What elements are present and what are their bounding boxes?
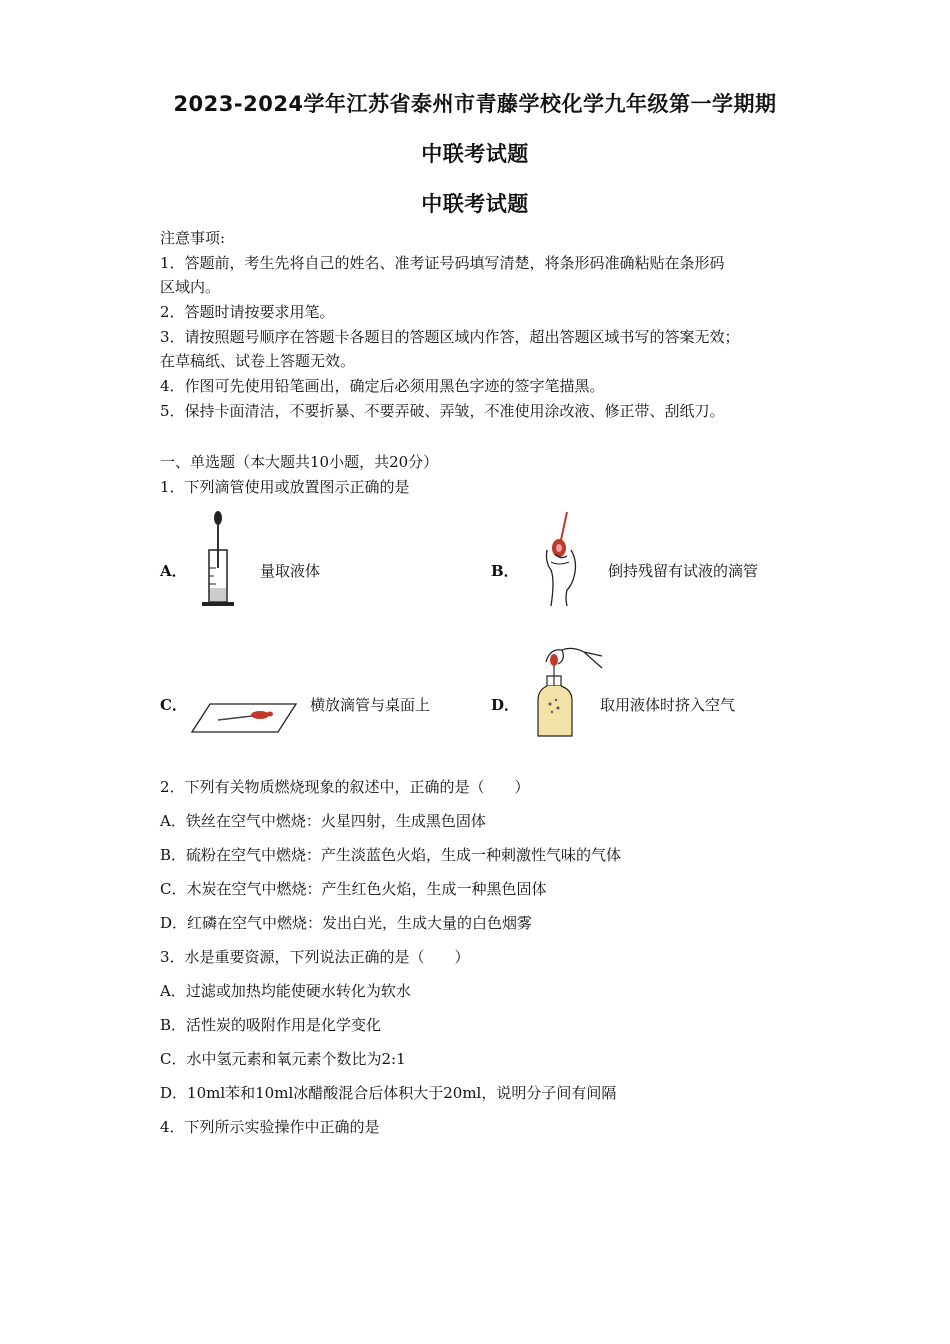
question-1-stem: 1．下列滴管使用或放置图示正确的是	[160, 478, 410, 496]
dropper-in-bottle-icon	[532, 642, 604, 742]
question-3-stem: 3．水是重要资源，下列说法正确的是（ ）	[160, 948, 470, 966]
exam-title-line3: 中联考试题	[421, 192, 529, 216]
notice-item: 5．保持卡面清洁，不要折暴、不要弄破、弄皱，不准使用涂改液、修正带、刮纸刀。	[160, 402, 725, 420]
dropper-on-table-icon	[190, 700, 300, 736]
q2-option: C．木炭在空气中燃烧：产生红色火焰，生成一种黑色固体	[160, 880, 547, 898]
q2-option: B．硫粉在空气中燃烧：产生淡蓝色火焰，生成一种刺激性气味的气体	[160, 846, 622, 864]
q1-option-b-letter: B．	[491, 562, 519, 580]
q1-option-c-letter: C．	[160, 696, 187, 714]
question-2-stem: 2．下列有关物质燃烧现象的叙述中，正确的是（ ）	[160, 778, 530, 796]
q1-option-a-letter: A．	[160, 562, 187, 580]
q1-option-a-caption: 量取液体	[260, 562, 321, 580]
q3-option: C．水中氢元素和氧元素个数比为2:1	[160, 1050, 406, 1068]
notice-item: 3．请按照题号顺序在答题卡各题目的答题区域内作答，超出答题区域书写的答案无效；	[160, 328, 740, 346]
q2-option: A．铁丝在空气中燃烧：火星四射，生成黑色固体	[160, 812, 486, 830]
notice-item: 2．答题时请按要求用笔。	[160, 303, 335, 321]
notice-heading: 注意事项:	[160, 229, 226, 247]
exam-title-line2: 中联考试题	[421, 142, 529, 166]
q3-option: B．活性炭的吸附作用是化学变化	[160, 1016, 382, 1034]
notice-item: 1．答题前，考生先将自己的姓名、准考证号码填写清楚，将条形码准确粘贴在条形码	[160, 254, 725, 272]
question-4-stem: 4．下列所示实验操作中正确的是	[160, 1118, 380, 1136]
q1-option-d-letter: D．	[491, 696, 520, 714]
q3-option: A．过滤或加热均能使硬水转化为软水	[160, 982, 411, 1000]
q1-option-d-caption: 取用液体时挤入空气	[600, 696, 736, 714]
notice-item: 区域内。	[160, 278, 221, 296]
q1-option-b-caption: 倒持残留有试液的滴管	[608, 562, 759, 580]
q2-option: D．红磷在空气中燃烧：发出白光，生成大量的白色烟雾	[160, 914, 533, 932]
inverted-dropper-hand-icon	[537, 510, 587, 608]
notice-item: 在草稿纸、试卷上答题无效。	[160, 352, 356, 370]
graduated-cylinder-dropper-icon	[196, 508, 240, 608]
q3-option: D．10ml苯和10ml冰醋酸混合后体积大于20ml，说明分子间有间隔	[160, 1084, 617, 1102]
section-heading: 一、单选题（本大题共10小题，共20分）	[160, 453, 439, 471]
exam-title-line1: 2023-2024学年江苏省泰州市青藤学校化学九年级第一学期期	[173, 92, 777, 116]
q1-option-c-caption: 横放滴管与桌面上	[310, 696, 431, 714]
notice-item: 4．作图可先使用铅笔画出，确定后必须用黑色字迹的签字笔描黑。	[160, 377, 605, 395]
